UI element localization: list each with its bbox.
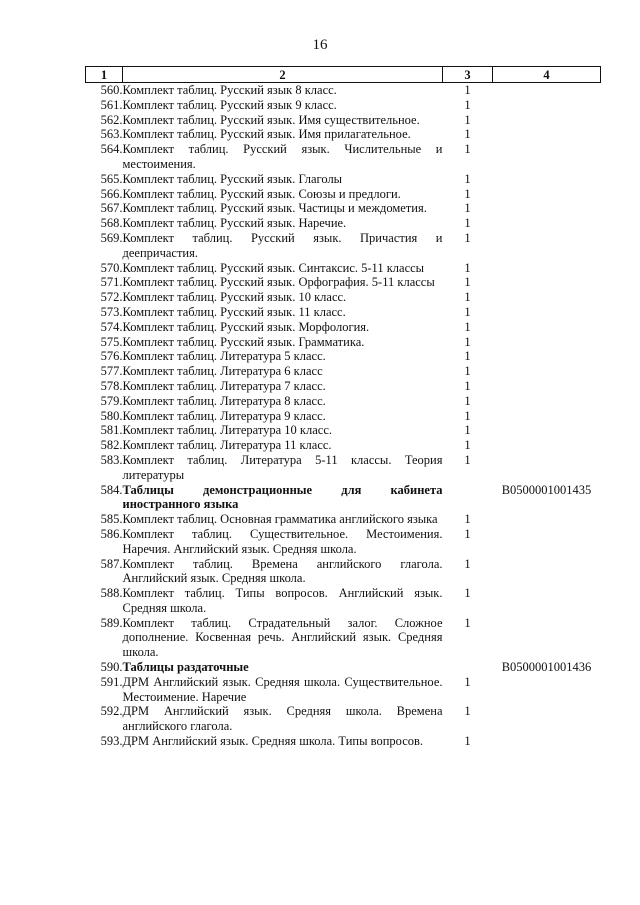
table-row: [86, 586, 601, 616]
item-quantity: 1: [464, 260, 471, 275]
item-quantity: 1: [464, 378, 471, 393]
table-row: [86, 675, 601, 705]
item-number: 591.: [100, 674, 123, 689]
item-name: Комплект таблиц. Времена английского глагола. Английский язык. Средняя школа.: [122, 556, 443, 586]
item-number: 593.: [100, 734, 123, 749]
item-quantity: 1: [464, 83, 471, 97]
column-header-3: 3: [443, 67, 493, 83]
item-name: Комплект таблиц. Русский язык. 11 класс.: [122, 304, 346, 319]
item-code: В0500001001436: [501, 660, 592, 675]
item-number: 574.: [100, 319, 123, 334]
item-name: Комплект таблиц. Русский язык. Наречие.: [122, 216, 347, 231]
item-number: 577.: [100, 364, 123, 379]
item-code: [493, 616, 601, 660]
item-quantity: 1: [464, 364, 471, 379]
item-number: 585.: [100, 512, 123, 527]
item-number: 575.: [100, 334, 123, 349]
item-code: [493, 349, 601, 364]
item-number: 562.: [100, 112, 123, 127]
table-row: [86, 423, 601, 438]
item-code: [493, 142, 601, 172]
item-quantity: 1: [464, 512, 471, 527]
table-body: [86, 83, 601, 749]
item-number: 569.: [100, 230, 123, 245]
item-name: Комплект таблиц. Русский язык. Морфология.: [122, 319, 370, 334]
item-name: Комплект таблиц. Существительное. Местоимения. Наречия. Английский язык. Средняя школа.: [122, 526, 443, 556]
item-quantity: 1: [464, 334, 471, 349]
item-code: [493, 290, 601, 305]
item-name: Комплект таблиц. Русский язык. Частицы и междометия.: [122, 201, 427, 216]
item-name: Комплект таблиц. Литература 5 класс.: [122, 349, 326, 364]
table-header-row: [86, 67, 601, 83]
item-quantity: 1: [464, 275, 471, 290]
item-quantity: 1: [464, 186, 471, 201]
item-name: Комплект таблиц. Русский язык. 10 класс.: [122, 290, 347, 305]
items-table: [85, 66, 601, 749]
item-code: [493, 586, 601, 616]
item-quantity: 1: [464, 734, 471, 749]
column-header-1: 1: [86, 67, 123, 83]
item-code: [493, 394, 601, 409]
item-name: Комплект таблиц. Русский язык. Имя существительное.: [122, 112, 420, 127]
item-name: Комплект таблиц. Русский язык. Глаголы: [122, 171, 343, 186]
item-quantity: 1: [464, 230, 471, 245]
item-number: 590.: [100, 660, 123, 675]
table-row: [86, 320, 601, 335]
item-quantity: 1: [464, 349, 471, 364]
item-name: ДРМ Английский язык. Средняя школа. Существительное. Местоимение. Наречие: [122, 674, 443, 704]
table-row: [86, 201, 601, 216]
table-row: [86, 98, 601, 113]
item-name: Комплект таблиц. Русский язык 9 класс.: [122, 97, 337, 112]
table-row: [86, 305, 601, 320]
column-header-2: 2: [123, 67, 443, 83]
table-row: [86, 453, 601, 483]
item-number: 560.: [100, 83, 123, 97]
item-name: Комплект таблиц. Русский язык. Имя прилагательное.: [122, 127, 411, 142]
table-row: [86, 187, 601, 202]
item-quantity: 1: [464, 674, 471, 689]
table-row: [86, 512, 601, 527]
table-row: [86, 364, 601, 379]
item-quantity: 1: [464, 216, 471, 231]
table-row: [86, 335, 601, 350]
item-quantity: 1: [464, 171, 471, 186]
item-code: [493, 216, 601, 231]
item-name: Комплект таблиц. Страдательный залог. Сложное дополнение. Косвенная речь. Английский язык. Средняя школа.: [122, 615, 443, 660]
item-number: 566.: [100, 186, 123, 201]
item-name: Комплект таблиц. Литература 7 класс.: [122, 378, 326, 393]
item-quantity: 1: [464, 112, 471, 127]
item-name: ДРМ Английский язык. Средняя школа. Типы вопросов.: [122, 734, 424, 749]
item-name: ДРМ Английский язык. Средняя школа. Времена английского глагола.: [122, 704, 443, 734]
item-number: 586.: [100, 526, 123, 541]
item-quantity: 1: [464, 438, 471, 453]
item-number: 565.: [100, 171, 123, 186]
item-quantity: 1: [464, 393, 471, 408]
table-row: [86, 231, 601, 261]
table-row: [86, 734, 601, 749]
item-code: [493, 261, 601, 276]
item-name: Комплект таблиц. Русский язык. Синтаксис. 5-11 классы: [122, 260, 425, 275]
item-code: [493, 305, 601, 320]
table-row: [86, 483, 601, 513]
item-number: 564.: [100, 142, 123, 157]
item-number: 583.: [100, 452, 123, 467]
table-row: [86, 660, 601, 675]
item-quantity: 1: [464, 586, 471, 601]
item-code: [493, 83, 601, 98]
item-number: 584.: [100, 482, 123, 497]
table-row: [86, 83, 601, 98]
item-name: Комплект таблиц. Типы вопросов. Английский язык. Средняя школа.: [122, 586, 443, 615]
item-name: Комплект таблиц. Литература 5-11 классы. Теория литературы: [122, 452, 443, 482]
table-row: [86, 394, 601, 409]
item-number: 578.: [100, 378, 123, 393]
table-row: [86, 438, 601, 453]
item-code: [493, 675, 601, 705]
table-row: [86, 261, 601, 276]
table-row: [86, 379, 601, 394]
table-row: [86, 127, 601, 142]
item-code: [493, 527, 601, 557]
item-code: [493, 438, 601, 453]
table-row: [86, 172, 601, 187]
item-number: 579.: [100, 393, 123, 408]
item-code: [493, 320, 601, 335]
item-code: [493, 335, 601, 350]
item-name: Таблицы демонстрационные для кабинета иностранного языка: [122, 482, 443, 512]
item-code: [493, 231, 601, 261]
item-name: Комплект таблиц. Русский язык. Грамматика.: [122, 334, 365, 349]
table-row: [86, 704, 601, 734]
item-code: [493, 409, 601, 424]
item-code: [493, 423, 601, 438]
item-number: 587.: [100, 556, 123, 571]
item-code: В0500001001435: [501, 482, 592, 497]
table-row: [86, 290, 601, 305]
item-name: Комплект таблиц. Литература 10 класс.: [122, 423, 333, 438]
item-number: 582.: [100, 438, 123, 453]
item-code: [493, 379, 601, 394]
item-quantity: 1: [464, 127, 471, 142]
table-row: [86, 616, 601, 660]
item-quantity: 1: [464, 704, 471, 719]
item-quantity: 1: [464, 304, 471, 319]
item-quantity: 1: [464, 201, 471, 216]
item-name: Комплект таблиц. Русский язык. Числительные и местоимения.: [122, 142, 443, 171]
item-code: [493, 734, 601, 749]
item-number: 571.: [100, 275, 123, 290]
item-quantity: 1: [464, 556, 471, 571]
item-number: 570.: [100, 260, 123, 275]
item-quantity: 1: [464, 408, 471, 423]
item-number: 563.: [100, 127, 123, 142]
item-code: [493, 275, 601, 290]
item-code: [493, 98, 601, 113]
table-row: [86, 113, 601, 128]
page-number: 16: [312, 37, 328, 53]
item-number: 588.: [100, 586, 123, 601]
item-code: [493, 127, 601, 142]
item-name: Комплект таблиц. Русский язык 8 класс.: [122, 83, 337, 97]
item-code: [493, 187, 601, 202]
item-code: [493, 113, 601, 128]
item-number: 572.: [100, 290, 123, 305]
item-name: Комплект таблиц. Основная грамматика английского языка: [122, 512, 438, 527]
item-code: [493, 704, 601, 734]
item-number: 580.: [100, 408, 123, 423]
column-header-4: 4: [493, 67, 601, 83]
item-code: [493, 364, 601, 379]
item-quantity: 1: [464, 142, 471, 157]
table-row: [86, 349, 601, 364]
item-name: Комплект таблиц. Литература 6 класс: [122, 364, 323, 379]
item-quantity: 1: [464, 615, 471, 630]
item-code: [493, 201, 601, 216]
item-quantity: 1: [464, 319, 471, 334]
item-code: [493, 172, 601, 187]
item-name: Комплект таблиц. Русский язык. Союзы и предлоги.: [122, 186, 401, 201]
item-quantity: 1: [464, 290, 471, 305]
table-row: [86, 275, 601, 290]
item-quantity: [443, 660, 493, 675]
table-row: [86, 527, 601, 557]
item-number: 592.: [100, 704, 123, 719]
item-name: Комплект таблиц. Русский язык. Причастия и деепричастия.: [122, 230, 443, 260]
item-code: [493, 557, 601, 587]
item-number: 573.: [100, 304, 123, 319]
item-code: [493, 453, 601, 483]
table-row: [86, 142, 601, 172]
table-row: [86, 216, 601, 231]
item-name: Комплект таблиц. Русский язык. Орфография. 5-11 классы: [122, 275, 435, 290]
item-name: Комплект таблиц. Литература 9 класс.: [122, 408, 326, 423]
table-row: [86, 557, 601, 587]
item-quantity: [443, 483, 493, 513]
item-name: Комплект таблиц. Литература 8 класс.: [122, 393, 326, 408]
item-number: 576.: [100, 349, 123, 364]
item-name: Комплект таблиц. Литература 11 класс.: [122, 438, 332, 453]
item-quantity: 1: [464, 97, 471, 112]
item-quantity: 1: [464, 423, 471, 438]
item-number: 561.: [100, 97, 123, 112]
table-row: [86, 409, 601, 424]
item-quantity: 1: [464, 452, 471, 467]
item-quantity: 1: [464, 526, 471, 541]
item-name: Таблицы раздаточные: [122, 660, 249, 675]
item-code: [493, 512, 601, 527]
item-number: 568.: [100, 216, 123, 231]
item-number: 581.: [100, 423, 123, 438]
item-number: 589.: [100, 615, 123, 630]
item-number: 567.: [100, 201, 123, 216]
